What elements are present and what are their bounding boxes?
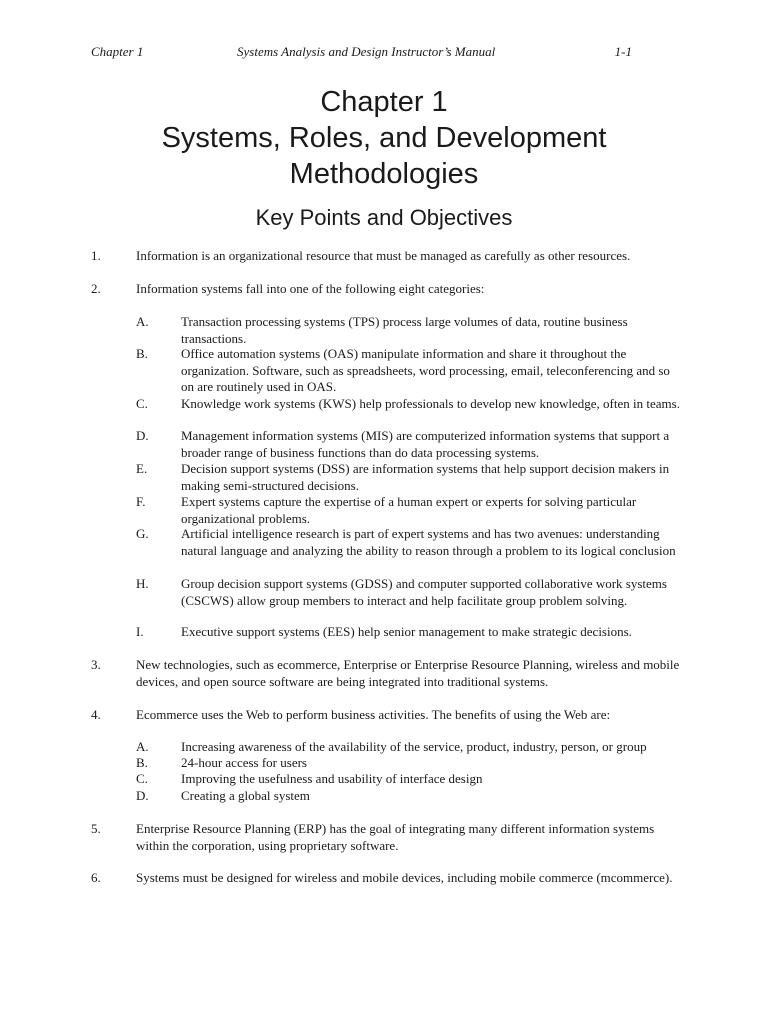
sub-list-item-label: D. — [136, 788, 149, 803]
sub-list-item-text: Knowledge work systems (KWS) help professionals to develop new knowledge, often in teams. — [181, 396, 680, 411]
sub-list-item-text: Executive support systems (EES) help senior management to make strategic decisions. — [181, 624, 632, 639]
sub-list-item-label: F. — [136, 494, 146, 509]
sub-list-item-label: B. — [136, 755, 148, 770]
chapter-title-line-2: Systems, Roles, and Development — [161, 122, 607, 154]
list-item-text: Information systems fall into one of the following eight categories: — [136, 281, 485, 296]
section-heading-block — [0, 204, 768, 232]
list-item-text: Ecommerce uses the Web to perform business activities. The benefits of using the Web are: — [136, 707, 611, 722]
sub-list-item-text: Improving the usefulness and usability of interface design — [181, 771, 483, 786]
list-item-number: 3. — [91, 657, 101, 672]
sub-list-item-text: Expert systems capture the expertise of a human expert or experts for solving particular organizational problems. — [181, 494, 637, 526]
sub-list-item-label: C. — [136, 771, 148, 786]
sub-list-item-label: C. — [136, 396, 148, 411]
chapter-title — [0, 84, 768, 192]
section-heading: Key Points and Objectives — [255, 205, 513, 230]
chapter-title-line-3: Methodologies — [289, 158, 479, 190]
sub-list-item-text: Decision support systems (DSS) are information systems that help support decision makers in making semi-structured decisions. — [181, 461, 670, 493]
list-item-text: Systems must be designed for wireless and mobile devices, including mobile commerce (mcommerce). — [136, 870, 673, 885]
header-manual-title: Systems Analysis and Design Instructor’s Manual — [237, 44, 496, 59]
sub-list-item-label: A. — [136, 739, 149, 754]
list-item-number: 4. — [91, 707, 101, 722]
list-item-text: New technologies, such as ecommerce, Enterprise or Enterprise Resource Planning, wireless and mobile devices, and open source software are being integrated into traditional systems. — [136, 657, 680, 689]
sub-list-item-text: Increasing awareness of the availability of the service, product, industry, person, or group — [181, 739, 647, 754]
sub-list-item-text: Artificial intelligence research is part of expert systems and has two avenues: understanding natural language and analyzing the ability to reason through a problem to its logical conclusion — [181, 526, 676, 558]
sub-list-item-label: B. — [136, 346, 148, 361]
sub-list-item-text: 24-hour access for users — [181, 755, 307, 770]
sub-list-item-label: E. — [136, 461, 148, 476]
sub-list-item-label: A. — [136, 314, 149, 329]
list-item-number: 2. — [91, 281, 101, 296]
list-item-text: Enterprise Resource Planning (ERP) has the goal of integrating many different information systems within the corporation, using proprietary software. — [136, 821, 655, 853]
sub-list-item-text: Creating a global system — [181, 788, 310, 803]
sub-list-item-label: I. — [136, 624, 144, 639]
chapter-title-line-1: Chapter 1 — [320, 86, 448, 118]
sub-list-item-text: Transaction processing systems (TPS) process large volumes of data, routine business transactions. — [181, 314, 628, 346]
list-item-number: 5. — [91, 821, 101, 836]
list-item-number: 1. — [91, 248, 101, 263]
sub-list-item-text: Group decision support systems (GDSS) and computer supported collaborative work systems (CSCWS) allow group members to interact and help facilitate group problem solving. — [181, 576, 667, 608]
header-chapter: Chapter 1 — [91, 44, 144, 59]
header-page-number: 1-1 — [614, 44, 632, 59]
sub-list-item-label: G. — [136, 526, 149, 541]
sub-list-item-text: Office automation systems (OAS) manipulate information and share it throughout the organization. Software, such as spreadsheets, word processing, email, teleconferencing and so on are routinely used in OAS. — [181, 346, 670, 394]
sub-list-item-label: D. — [136, 428, 149, 443]
sub-list-item-label: H. — [136, 576, 149, 591]
list-item-text: Information is an organizational resource that must be managed as carefully as other resources. — [136, 248, 631, 263]
list-item-number: 6. — [91, 870, 101, 885]
running-header — [91, 44, 632, 64]
sub-list-item-text: Management information systems (MIS) are computerized information systems that support a broader range of business functions than do data processing systems. — [181, 428, 670, 460]
